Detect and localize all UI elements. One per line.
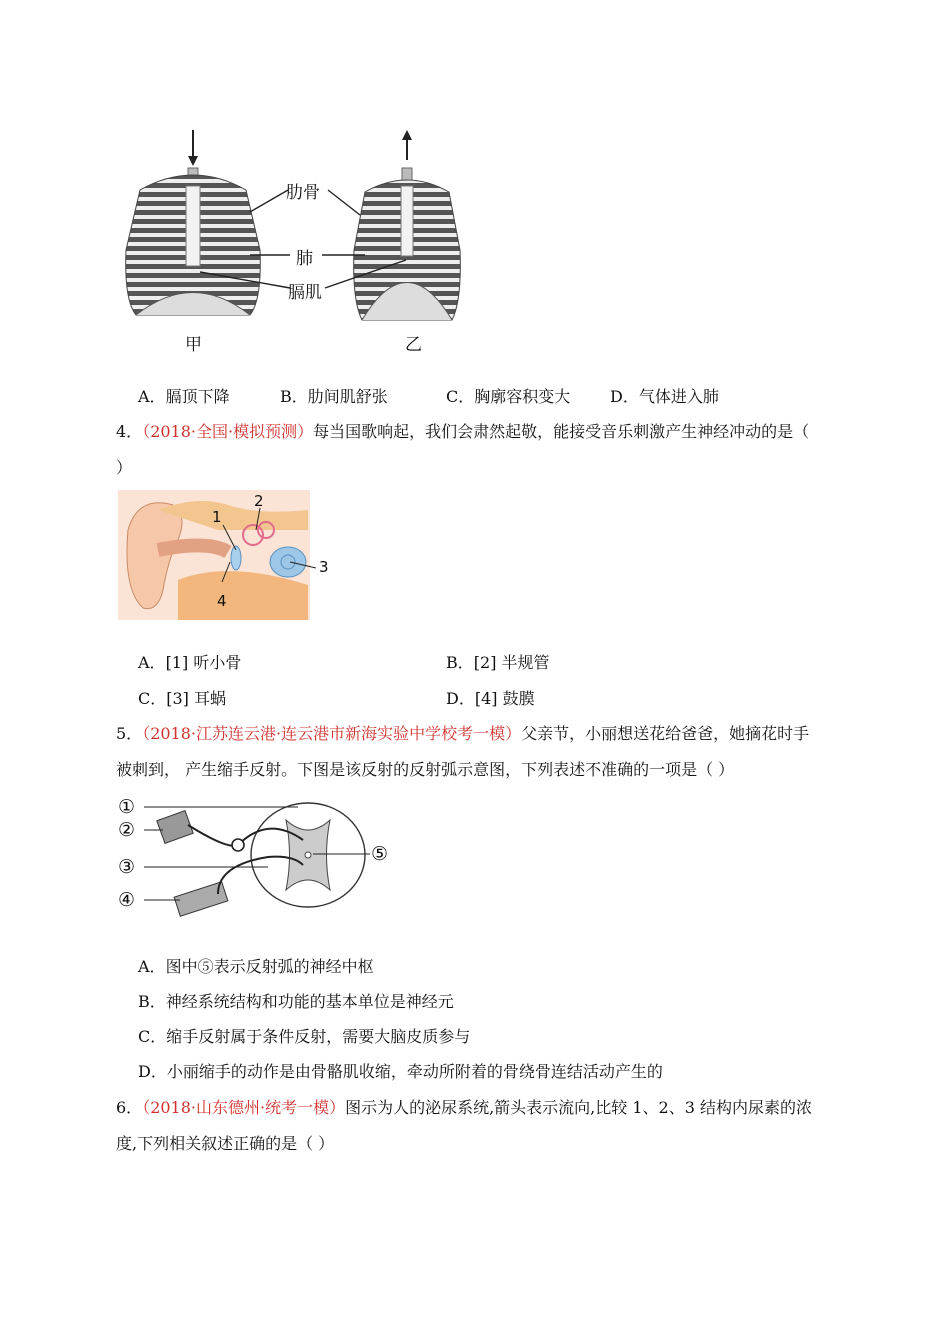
reflex-label-2: ② <box>118 819 136 841</box>
q5-option-c[interactable]: C．缩手反射属于条件反射，需要大脑皮质参与 <box>138 1027 471 1046</box>
q5-option-b[interactable]: B．神经系统结构和功能的基本单位是神经元 <box>138 992 454 1011</box>
q4-stem <box>116 422 809 442</box>
reflex-arc-illustration <box>118 795 403 925</box>
reflex-label-5: ⑤ <box>371 843 389 865</box>
q4-stem-end: ） <box>116 458 133 477</box>
ear-number-3: 3 <box>319 558 329 576</box>
ear-number-2: 2 <box>254 492 264 510</box>
q3-option-b[interactable]: B．肋间肌舒张 <box>280 387 388 406</box>
ribcage-illustration <box>110 120 490 360</box>
q5-number: 5． <box>116 724 143 743</box>
q4-option-c[interactable]: C．[3] 耳蜗 <box>138 689 227 708</box>
q3-option-d[interactable]: D．气体进入肺 <box>610 387 719 406</box>
q5-option-a[interactable]: A．图中⑤表示反射弧的神经中枢 <box>138 957 374 976</box>
reflex-label-1: ① <box>118 796 136 818</box>
q6-number: 6． <box>116 1098 143 1117</box>
reflex-arc-figure <box>118 795 403 925</box>
q4-stem-text: 每当国歌响起，我们会肃然起敬，能接受音乐刺激产生神经冲动的是（ <box>313 422 810 441</box>
reflex-label-3: ③ <box>118 856 136 878</box>
q5-option-d[interactable]: D．小丽缩手的动作是由骨骼肌收缩，牵动所附着的骨绕骨连结活动产生的 <box>138 1062 663 1081</box>
ear-number-1: 1 <box>212 508 222 526</box>
q3-option-c[interactable]: C．胸廓容积变大 <box>446 387 571 406</box>
q5-stem-line1: 5．（2018·江苏连云港·连云港市新海实验中学校考一模）父亲节，小丽想送花给爸爸，她摘花时手 <box>116 724 810 743</box>
ear-number-4: 4 <box>217 592 227 610</box>
q4-option-a[interactable]: A．[1] 听小骨 <box>138 653 242 672</box>
q4-source: （2018·全国·模拟预测） <box>142 422 314 441</box>
q6-source: （2018·山东德州·统考一模） <box>142 1098 346 1117</box>
ribcage-right <box>354 130 461 320</box>
q4-option-b[interactable]: B．[2] 半规管 <box>446 653 550 672</box>
ear-figure <box>118 490 333 620</box>
q4-number: 4． <box>116 422 143 441</box>
label-lung: 肺 <box>296 249 313 269</box>
q6-stem-line1: 6．（2018·山东德州·统考一模）图示为人的泌尿系统,箭头表示流向,比较 1、2、3 结构内尿素的浓 <box>116 1098 812 1117</box>
q6-stem-line2: 度,下列相关叙述正确的是（ ） <box>116 1134 335 1153</box>
q5-stem-line2: 被刺到， 产生缩手反射。下图是该反射的反射弧示意图，下列表述不准确的一项是（ ） <box>116 760 735 779</box>
q5-source: （2018·江苏连云港·连云港市新海实验中学校考一模） <box>142 724 522 743</box>
label-diaphragm: 膈肌 <box>288 283 322 303</box>
caption-right: 乙 <box>405 335 422 355</box>
caption-left: 甲 <box>185 335 202 355</box>
ribcage-figure <box>110 120 490 360</box>
label-ribs: 肋骨 <box>286 183 320 203</box>
q3-option-a[interactable]: A．膈顶下降 <box>138 387 230 406</box>
ribcage-left <box>126 130 261 315</box>
q4-option-d[interactable]: D．[4] 鼓膜 <box>446 689 535 708</box>
reflex-label-4: ④ <box>118 889 136 911</box>
